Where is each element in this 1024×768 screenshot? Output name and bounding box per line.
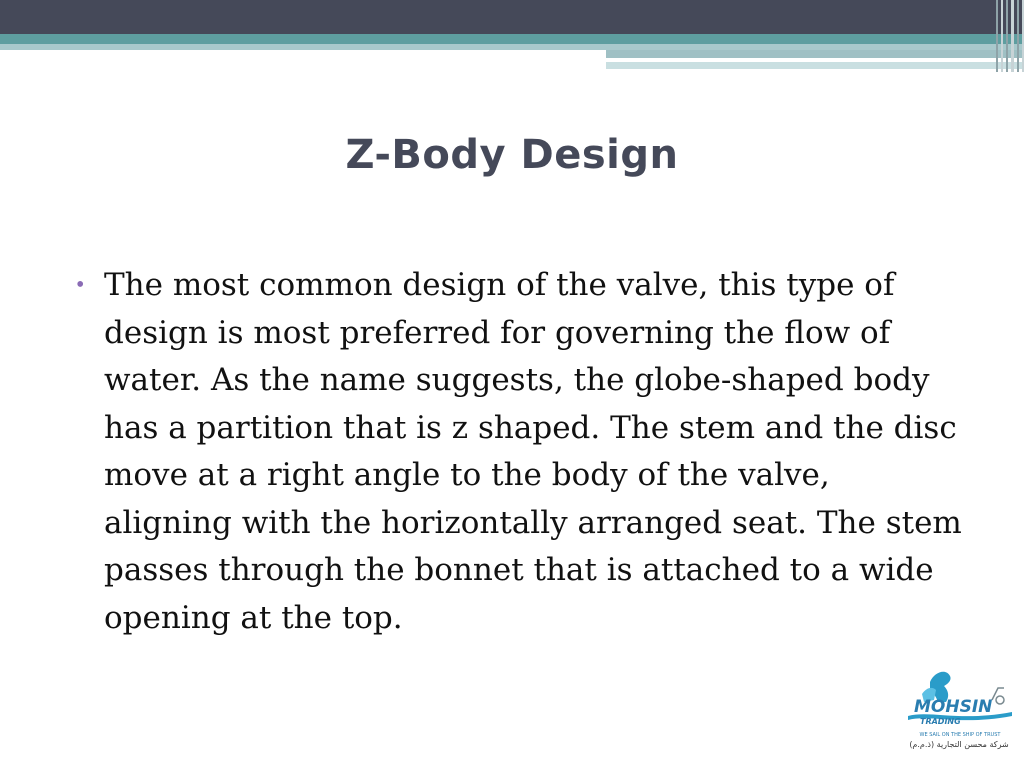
logo-tagline: WE SAIL ON THE SHIP OF TRUST xyxy=(919,732,1001,738)
bullet-marker: • xyxy=(76,272,85,298)
slide-body xyxy=(72,262,972,642)
logo-wordmark: MOHSIN xyxy=(914,697,993,717)
bullet-text: The most common design of the valve, this type of design is most preferred for governing the flow of water. As the name suggests, the globe-shaped body has a partition that is z shaped. The stem and the disc move at a right angle to the body of the valve, aligning with the horizontally arranged seat. The stem passes through the bonnet that is attached to a wide opening at the top. xyxy=(104,267,962,636)
bullet-item xyxy=(72,262,972,642)
header-band-accent-line xyxy=(606,58,946,60)
header-band-teal xyxy=(0,34,1024,44)
logo-arabic-name: شركة محسن التجارية (ذ.م.م) xyxy=(909,740,1009,749)
header-band-accent xyxy=(606,50,1024,58)
header-vertical-stripes xyxy=(996,0,1024,72)
slide-title: Z-Body Design xyxy=(345,132,679,178)
header-band-dark xyxy=(0,0,1024,34)
header-band-accent-light xyxy=(606,62,1024,69)
logo-subword: TRADING xyxy=(920,717,961,726)
